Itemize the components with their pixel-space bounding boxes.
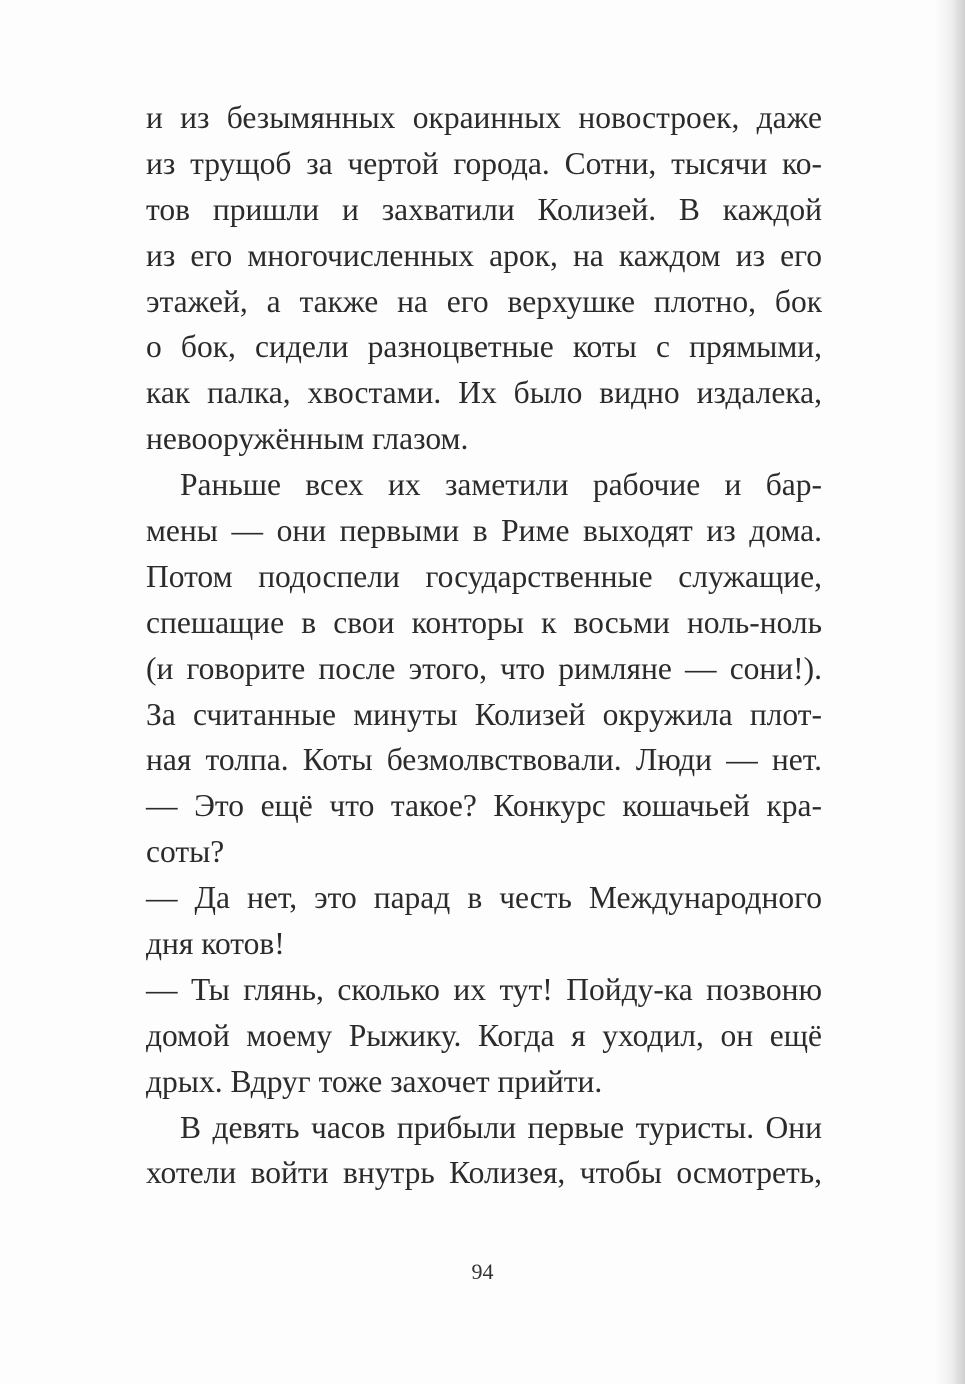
text-line: — Ты глянь, сколько их тут! Пойду-ка позвоню <box>146 971 822 1007</box>
text-line: дня котов! <box>146 926 285 962</box>
text-line: ная толпа. Коты безмолвствовали. Люди — нет. <box>146 742 822 778</box>
text-line: невооружённым глазом. <box>146 421 469 457</box>
text-line: тов пришли и захватили Колизей. В каждой <box>146 191 822 227</box>
text-line: дрых. Вдруг тоже захочет прийти. <box>146 1063 603 1099</box>
text-line: хотели войти внутрь Колизея, чтобы осмотреть, <box>146 1155 822 1191</box>
text-line: этажей, а также на его верхушке плотно, бок <box>146 283 822 319</box>
spine-shadow <box>935 0 965 1384</box>
text-line: соты? <box>146 834 225 870</box>
text-line: домой моему Рыжику. Когда я уходил, он ещё <box>146 1017 822 1053</box>
text-line: Раньше всех их заметили рабочие и бар- <box>180 467 822 503</box>
text-line: из его многочисленных арок, на каждом из его <box>146 237 822 273</box>
text-line: — Это ещё что такое? Конкурс кошачьей кра- <box>146 788 822 824</box>
text-line: За считанные минуты Колизей окружила плот- <box>146 696 822 732</box>
text-line: как палка, хвостами. Их было видно издалека, <box>146 375 822 411</box>
text-line: В девять часов прибыли первые туристы. Они <box>180 1109 822 1145</box>
text-line: (и говорите после этого, что римляне — сони!). <box>146 650 822 686</box>
text-line: мены — они первыми в Риме выходят из дома. <box>146 513 822 549</box>
text-line: Потом подоспели государственные служащие, <box>146 558 822 594</box>
text-line: спешащие в свои конторы к восьми ноль-ноль <box>146 604 822 640</box>
text-line: из трущоб за чертой города. Сотни, тысячи ко- <box>146 145 822 181</box>
text-line: — Да нет, это парад в честь Международного <box>146 880 822 916</box>
text-line: и из безымянных окраинных новостроек, даже <box>146 100 822 135</box>
text-line: о бок, сидели разноцветные коты с прямыми, <box>146 329 822 365</box>
page-number: 94 <box>471 1259 494 1284</box>
body-text <box>146 95 822 1196</box>
